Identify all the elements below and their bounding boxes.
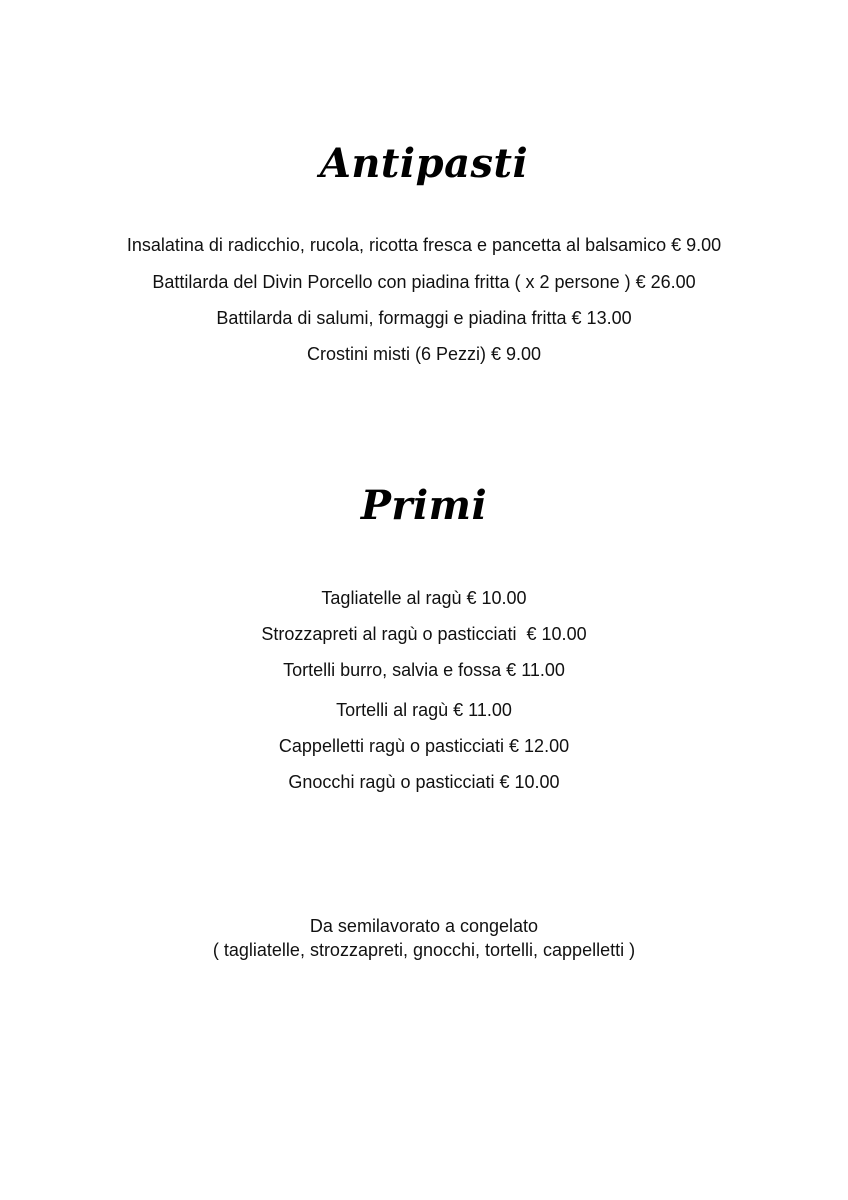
antipasti-item: Battilarda di salumi, formaggi e piadina fritta € 13.00 bbox=[216, 308, 632, 328]
primi-item: Tortelli al ragù € 11.00 bbox=[336, 700, 512, 720]
antipasti-heading: Antipasti bbox=[319, 140, 529, 187]
primi-item: Tagliatelle al ragù € 10.00 bbox=[321, 588, 527, 608]
primi-item: Tortelli burro, salvia e fossa € 11.00 bbox=[283, 660, 565, 680]
antipasti-item: Battilarda del Divin Porcello con piadina fritta ( x 2 persone ) € 26.00 bbox=[152, 272, 696, 292]
primi-item: Gnocchi ragù o pasticciati € 10.00 bbox=[288, 772, 560, 792]
antipasti-item: Insalatina di radicchio, rucola, ricotta fresca e pancetta al balsamico € 9.00 bbox=[126, 235, 722, 255]
primi-heading: Primi bbox=[360, 482, 488, 529]
antipasti-item: Crostini misti (6 Pezzi) € 9.00 bbox=[306, 344, 542, 364]
note-line: ( tagliatelle, strozzapreti, gnocchi, tortelli, cappelletti ) bbox=[212, 940, 636, 960]
primi-item: Cappelletti ragù o pasticciati € 12.00 bbox=[278, 736, 570, 756]
primi-item: Strozzapreti al ragù o pasticciati € 10.00 bbox=[261, 624, 587, 644]
note-line: Da semilavorato a congelato bbox=[309, 916, 539, 936]
